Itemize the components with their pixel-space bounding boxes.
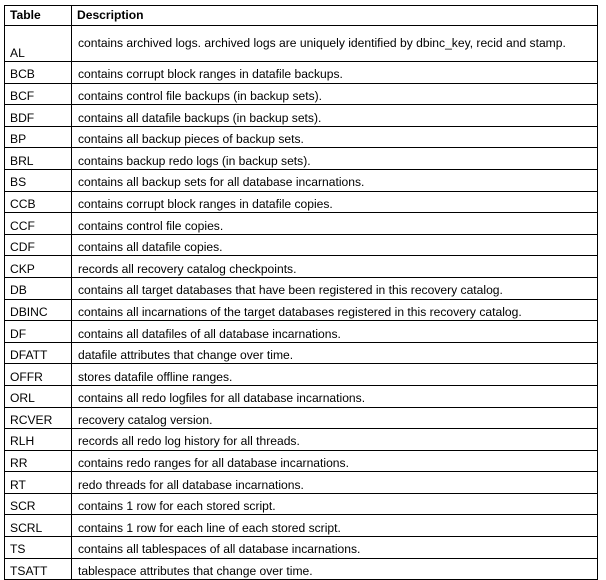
- table-row: [5, 321, 598, 343]
- table-name-cell: CCF: [5, 213, 72, 235]
- table-name-cell: RCVER: [5, 407, 72, 429]
- description-cell: contains all target databases that have been registered in this recovery catalog.: [72, 277, 598, 299]
- table-name-cell: CKP: [5, 256, 72, 278]
- table-name-cell: BCF: [5, 83, 72, 105]
- description-cell: contains all backup sets for all database incarnations.: [72, 169, 598, 191]
- description-cell: contains 1 row for each stored script.: [72, 493, 598, 515]
- table-row: [5, 62, 598, 84]
- description-cell: contains control file copies.: [72, 213, 598, 235]
- description-cell: contains all tablespaces of all database incarnations.: [72, 537, 598, 559]
- table-name-cell: CDF: [5, 234, 72, 256]
- description-cell: datafile attributes that change over time.: [72, 342, 598, 364]
- table-row: [5, 256, 598, 278]
- table-row: [5, 83, 598, 105]
- table-row: [5, 472, 598, 494]
- table-name-cell: BS: [5, 169, 72, 191]
- description-cell: contains all incarnations of the target databases registered in this recovery catalog.: [72, 299, 598, 321]
- description-cell: contains all backup pieces of backup sets.: [72, 126, 598, 148]
- table-row: [5, 537, 598, 559]
- table-name-cell: BRL: [5, 148, 72, 170]
- table-name-cell: BP: [5, 126, 72, 148]
- table-name-cell: AL: [5, 26, 72, 62]
- description-cell: contains archived logs. archived logs are uniquely identified by dbinc_key, recid and stamp.: [72, 26, 598, 62]
- table-row: [5, 429, 598, 451]
- table-row: [5, 234, 598, 256]
- column-header-description: Description: [72, 6, 598, 26]
- table-name-cell: RT: [5, 472, 72, 494]
- table-row: [5, 126, 598, 148]
- table-row: [5, 385, 598, 407]
- description-cell: stores datafile offline ranges.: [72, 364, 598, 386]
- table-row: [5, 299, 598, 321]
- table-row: [5, 26, 598, 62]
- table-row: [5, 213, 598, 235]
- table-name-cell: RLH: [5, 429, 72, 451]
- table-name-cell: DF: [5, 321, 72, 343]
- table-name-cell: DBINC: [5, 299, 72, 321]
- table-name-cell: DB: [5, 277, 72, 299]
- table-row: [5, 450, 598, 472]
- description-cell: contains all datafile copies.: [72, 234, 598, 256]
- description-cell: redo threads for all database incarnations.: [72, 472, 598, 494]
- description-cell: records all redo log history for all threads.: [72, 429, 598, 451]
- document-body: [4, 5, 598, 580]
- table-row: [5, 493, 598, 515]
- description-cell: tablespace attributes that change over time.: [72, 558, 598, 580]
- table-body: [5, 26, 598, 580]
- description-cell: records all recovery catalog checkpoints.: [72, 256, 598, 278]
- table-row: [5, 364, 598, 386]
- description-cell: contains all datafile backups (in backup sets).: [72, 105, 598, 127]
- table-row: [5, 277, 598, 299]
- table-row: [5, 558, 598, 580]
- table-name-cell: BDF: [5, 105, 72, 127]
- table-row: [5, 407, 598, 429]
- description-cell: contains corrupt block ranges in datafile copies.: [72, 191, 598, 213]
- table-name-cell: TS: [5, 537, 72, 559]
- table-header-row: [5, 6, 598, 26]
- recovery-catalog-table: [4, 5, 598, 580]
- description-cell: contains all redo logfiles for all database incarnations.: [72, 385, 598, 407]
- table-name-cell: DFATT: [5, 342, 72, 364]
- table-row: [5, 342, 598, 364]
- table-name-cell: BCB: [5, 62, 72, 84]
- table-name-cell: TSATT: [5, 558, 72, 580]
- description-cell: contains corrupt block ranges in datafile backups.: [72, 62, 598, 84]
- description-cell: contains control file backups (in backup sets).: [72, 83, 598, 105]
- table-row: [5, 191, 598, 213]
- description-cell: contains backup redo logs (in backup sets).: [72, 148, 598, 170]
- description-cell: recovery catalog version.: [72, 407, 598, 429]
- table-row: [5, 515, 598, 537]
- table-name-cell: RR: [5, 450, 72, 472]
- table-name-cell: ORL: [5, 385, 72, 407]
- column-header-table: Table: [5, 6, 72, 26]
- table-row: [5, 148, 598, 170]
- table-name-cell: CCB: [5, 191, 72, 213]
- description-cell: contains all datafiles of all database incarnations.: [72, 321, 598, 343]
- table-row: [5, 169, 598, 191]
- description-cell: contains redo ranges for all database incarnations.: [72, 450, 598, 472]
- table-name-cell: OFFR: [5, 364, 72, 386]
- table-name-cell: SCRL: [5, 515, 72, 537]
- table-row: [5, 105, 598, 127]
- description-cell: contains 1 row for each line of each stored script.: [72, 515, 598, 537]
- table-name-cell: SCR: [5, 493, 72, 515]
